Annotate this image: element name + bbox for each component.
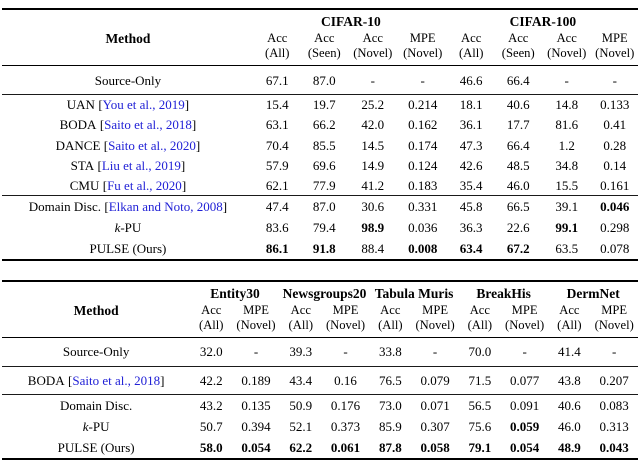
- table-row: [2, 196, 638, 217]
- value-cell: 0.183: [408, 177, 438, 193]
- citation-link[interactable]: Fu et al., 2020: [107, 177, 182, 193]
- value-cell: 66.4: [506, 137, 530, 153]
- value-cell: 67.1: [265, 72, 289, 88]
- value-cell: 73.0: [378, 398, 402, 414]
- value-cell: 0.133: [600, 97, 630, 113]
- table2-section-pu-methods: [2, 395, 638, 459]
- value-cell: 48.5: [506, 157, 530, 173]
- table1-section-baselines: [2, 94, 638, 195]
- value-cell: 85.5: [312, 137, 336, 153]
- value-cell: 0.16: [334, 373, 357, 389]
- group-header-cifar-100: CIFAR-100: [509, 14, 577, 29]
- group-header-entity30: Entity30: [210, 285, 260, 301]
- value-cell: 0.176: [330, 398, 361, 414]
- method-cell: k-PU: [114, 219, 142, 235]
- citation-link[interactable]: Saito et al., 2018: [72, 373, 161, 389]
- table-row: [2, 395, 638, 416]
- column-header-acc-all: Acc (All): [265, 31, 290, 61]
- value-cell: 52.1: [289, 418, 313, 434]
- value-cell-best: 0.043: [599, 439, 629, 455]
- value-cell: 87.0: [312, 72, 336, 88]
- value-cell: 0.298: [600, 219, 630, 235]
- method-cell: STA [Liu et al., 2019]: [70, 157, 186, 173]
- column-header-acc-all: Acc (All): [199, 302, 224, 332]
- method-cell: PULSE (Ours): [89, 240, 167, 256]
- value-cell: 77.9: [312, 177, 336, 193]
- value-cell: 71.5: [468, 373, 492, 389]
- table-row: [2, 437, 638, 459]
- value-cell: 41.2: [361, 177, 385, 193]
- citation-link[interactable]: You et al., 2019: [102, 97, 185, 113]
- value-cell-best: 0.008: [408, 240, 438, 256]
- value-cell: 14.8: [555, 97, 579, 113]
- value-cell: 0.091: [509, 398, 540, 414]
- group-header-dermnet: DermNet: [566, 285, 620, 301]
- column-header-acc-all: Acc (All): [288, 302, 314, 332]
- value-cell: 0.28: [603, 137, 627, 153]
- column-header-acc-novel: Acc (Novel): [547, 31, 587, 61]
- value-cell: 39.1: [555, 199, 579, 215]
- value-cell: 32.0: [199, 344, 223, 360]
- value-cell: -: [612, 344, 617, 360]
- table-row: [2, 135, 638, 155]
- group-header-tabula-muris: Tabula Muris: [374, 285, 454, 301]
- value-cell: 36.1: [459, 117, 483, 133]
- value-cell: 0.331: [408, 199, 438, 215]
- value-cell: 0.124: [408, 157, 438, 173]
- method-cell: Domain Disc. [Elkan and Noto, 2008]: [28, 199, 228, 215]
- value-cell: 39.3: [289, 344, 313, 360]
- table2-method-column-header: Method: [73, 302, 119, 318]
- citation-link[interactable]: Saito et al., 2018: [104, 117, 192, 133]
- column-header-acc-seen: Acc (Seen): [501, 31, 535, 61]
- value-cell: 0.036: [408, 219, 438, 235]
- value-cell: 66.2: [312, 117, 336, 133]
- value-cell: 19.7: [312, 97, 336, 113]
- value-cell-best: 0.059: [509, 418, 540, 434]
- value-cell: 56.5: [468, 398, 492, 414]
- table-row: [2, 175, 638, 196]
- table2-group-header-row: [2, 281, 638, 303]
- method-cell: BODA [Saito et al., 2018]: [59, 117, 197, 133]
- method-cell: CMU [Fu et al., 2020]: [69, 177, 187, 193]
- value-cell: 47.3: [459, 137, 483, 153]
- value-cell: -: [564, 72, 569, 88]
- value-cell: 0.373: [330, 418, 361, 434]
- value-cell: 0.078: [600, 240, 630, 256]
- table2-section-boda: [2, 366, 638, 395]
- column-header-mpe-novel: MPE (Novel): [415, 302, 455, 332]
- value-cell: 76.5: [378, 373, 402, 389]
- table-cifar-results: [2, 8, 638, 261]
- value-cell-best: 0.061: [330, 439, 361, 455]
- value-cell: 0.207: [599, 373, 629, 389]
- value-cell-best: 63.4: [459, 240, 483, 256]
- method-cell: UAN [You et al., 2019]: [66, 97, 190, 113]
- value-cell: 14.5: [361, 137, 385, 153]
- value-cell-best: 58.0: [199, 439, 223, 455]
- value-cell: -: [420, 72, 425, 88]
- value-cell: 75.6: [468, 418, 492, 434]
- table-row: [2, 66, 638, 95]
- value-cell: 79.4: [312, 219, 336, 235]
- value-cell: 85.9: [378, 418, 402, 434]
- value-cell: 88.4: [361, 240, 385, 256]
- value-cell-best: 87.8: [378, 439, 402, 455]
- value-cell: 43.2: [199, 398, 223, 414]
- value-cell: 46.0: [558, 418, 581, 434]
- value-cell-best: 0.054: [241, 439, 271, 455]
- value-cell: 0.14: [603, 157, 627, 173]
- value-cell: 46.6: [459, 72, 483, 88]
- value-cell: 40.6: [558, 398, 581, 414]
- column-header-mpe-novel: MPE (Novel): [236, 302, 276, 332]
- value-cell: 0.189: [241, 373, 271, 389]
- column-header-acc-seen: Acc (Seen): [307, 31, 341, 61]
- table2-header: [2, 281, 638, 338]
- column-header-acc-all: Acc (All): [458, 31, 484, 61]
- value-cell-best: 86.1: [265, 240, 289, 256]
- table1-section-pu-methods: [2, 196, 638, 260]
- column-header-acc-all: Acc (All): [557, 302, 582, 332]
- value-cell: 40.6: [506, 97, 530, 113]
- value-cell: 25.2: [361, 97, 385, 113]
- table1-method-column-header: Method: [105, 31, 151, 47]
- method-cell: Source-Only: [62, 344, 130, 360]
- value-cell: 22.6: [506, 219, 530, 235]
- value-cell-best: 79.1: [468, 439, 492, 455]
- value-cell: 0.307: [420, 418, 450, 434]
- value-cell: 34.8: [555, 157, 579, 173]
- value-cell: 0.394: [241, 418, 271, 434]
- column-header-mpe-novel: MPE (Novel): [594, 302, 634, 332]
- value-cell: 43.4: [289, 373, 313, 389]
- value-cell: 15.4: [265, 97, 289, 113]
- value-cell: 0.313: [599, 418, 629, 434]
- value-cell: 46.0: [506, 177, 530, 193]
- table-row: [2, 94, 638, 115]
- table-row: [2, 366, 638, 395]
- value-cell: 42.0: [361, 117, 385, 133]
- value-cell: 18.1: [459, 97, 483, 113]
- value-cell: 1.2: [558, 137, 575, 153]
- method-cell: Domain Disc.: [60, 398, 133, 414]
- column-header-mpe-novel: MPE (Novel): [595, 31, 635, 61]
- value-cell: -: [343, 344, 348, 360]
- value-cell: -: [612, 72, 617, 88]
- table-row: [2, 217, 638, 238]
- value-cell: 63.5: [555, 240, 579, 256]
- value-cell: 36.3: [459, 219, 483, 235]
- value-cell-best: 98.9: [361, 219, 385, 235]
- value-cell: 33.8: [378, 344, 402, 360]
- value-cell: 66.4: [506, 72, 530, 88]
- table1-section-source-only: [2, 66, 638, 95]
- value-cell: 70.0: [468, 344, 492, 360]
- value-cell: 0.135: [241, 398, 271, 414]
- value-cell: 41.4: [558, 344, 581, 360]
- table-other-datasets-results: [2, 280, 638, 460]
- value-cell: 62.1: [265, 177, 289, 193]
- value-cell: 17.7: [506, 117, 530, 133]
- value-cell: 30.6: [361, 199, 385, 215]
- column-header-acc-all: Acc (All): [378, 302, 403, 332]
- value-cell-best: 0.058: [420, 439, 450, 455]
- table-row: [2, 115, 638, 135]
- citation-link[interactable]: Elkan and Noto, 2008: [108, 199, 223, 215]
- value-cell: 87.0: [312, 199, 336, 215]
- column-header-mpe-novel: MPE (Novel): [403, 31, 443, 61]
- table1-group-header-row: [2, 9, 638, 31]
- value-cell: -: [432, 344, 438, 360]
- column-header-mpe-novel: MPE (Novel): [325, 302, 366, 332]
- table-row: [2, 337, 638, 366]
- value-cell-best: 48.9: [558, 439, 581, 455]
- table-row: [2, 238, 638, 260]
- value-cell: 47.4: [265, 199, 289, 215]
- value-cell: 0.079: [420, 373, 450, 389]
- value-cell: 0.41: [603, 117, 627, 133]
- table-row: [2, 416, 638, 437]
- value-cell: 83.6: [265, 219, 289, 235]
- value-cell: 42.6: [459, 157, 483, 173]
- value-cell-best: 0.046: [600, 199, 630, 215]
- value-cell: 35.4: [459, 177, 483, 193]
- column-header-acc-all: Acc (All): [467, 302, 493, 332]
- table-row: [2, 155, 638, 175]
- citation-link[interactable]: Liu et al., 2019: [101, 157, 181, 173]
- value-cell-best: 67.2: [506, 240, 530, 256]
- group-header-breakhis: BreakHis: [476, 285, 531, 301]
- value-cell: 0.077: [509, 373, 540, 389]
- value-cell: 69.6: [312, 157, 336, 173]
- value-cell: 66.5: [506, 199, 530, 215]
- value-cell: 81.6: [555, 117, 579, 133]
- value-cell: 57.9: [265, 157, 289, 173]
- group-header-cifar-10: CIFAR-10: [320, 14, 381, 29]
- value-cell: 0.071: [420, 398, 450, 414]
- method-cell: BODA [Saito et al., 2018]: [27, 373, 165, 389]
- table1-header: [2, 9, 638, 66]
- value-cell-best: 99.1: [555, 219, 579, 235]
- value-cell: 0.162: [408, 117, 438, 133]
- group-header-newsgroups20: Newsgroups20: [282, 285, 367, 301]
- value-cell: 0.083: [599, 398, 629, 414]
- value-cell: 45.8: [459, 199, 483, 215]
- value-cell: 0.174: [408, 137, 438, 153]
- value-cell: 14.9: [361, 157, 385, 173]
- value-cell-best: 0.054: [509, 439, 540, 455]
- method-cell: k-PU: [82, 418, 110, 434]
- value-cell: 50.7: [199, 418, 223, 434]
- value-cell: 50.9: [289, 398, 313, 414]
- value-cell-best: 91.8: [312, 240, 336, 256]
- citation-link[interactable]: Saito et al., 2020: [108, 137, 196, 153]
- value-cell: -: [253, 344, 259, 360]
- value-cell: -: [370, 72, 375, 88]
- column-header-mpe-novel: MPE (Novel): [505, 302, 545, 332]
- method-cell: PULSE (Ours): [57, 439, 135, 455]
- method-cell: Source-Only: [94, 72, 162, 88]
- value-cell: 42.2: [199, 373, 223, 389]
- value-cell: 63.1: [265, 117, 289, 133]
- value-cell-best: 62.2: [289, 439, 313, 455]
- value-cell: 70.4: [265, 137, 289, 153]
- value-cell: 0.161: [600, 177, 630, 193]
- value-cell: 15.5: [555, 177, 579, 193]
- value-cell: -: [522, 344, 527, 360]
- value-cell: 0.214: [408, 97, 438, 113]
- table2-section-source-only: [2, 337, 638, 366]
- column-header-acc-novel: Acc (Novel): [353, 31, 393, 61]
- method-cell: DANCE [Saito et al., 2020]: [55, 137, 201, 153]
- value-cell: 43.8: [558, 373, 581, 389]
